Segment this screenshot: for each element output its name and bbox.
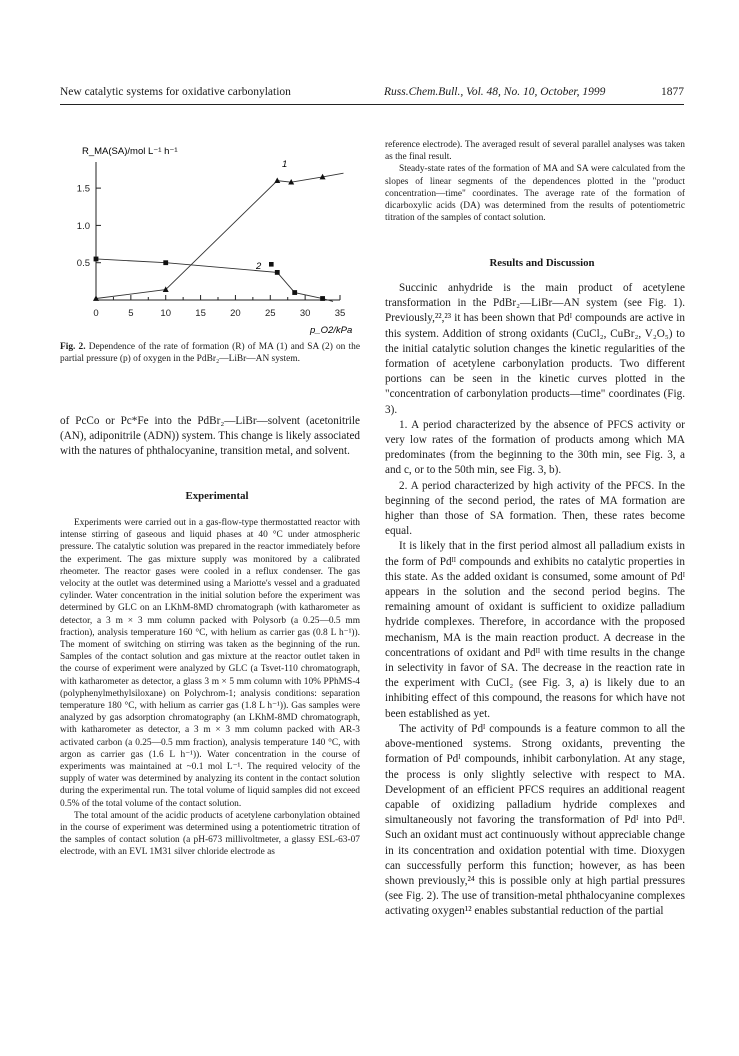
x-tick-label: 5 bbox=[128, 308, 134, 319]
x-axis-label: p_O2/kPa bbox=[310, 325, 353, 336]
x-tick-label: 35 bbox=[334, 308, 346, 319]
figure-2-caption bbox=[60, 341, 360, 365]
results-heading-wrap bbox=[385, 257, 685, 271]
x-tick-label: 10 bbox=[160, 308, 172, 319]
data-point-square bbox=[292, 290, 297, 295]
data-point-square bbox=[94, 257, 99, 262]
right-paragraph-1: Steady-state rates of the formation of MA and SA were calculated from the slopes of linear segments of the dependences plotted in the "product concentration—time" coordinates. The average rate of the formation of dicarboxylic acids (DA) was determined from the results of potentiometric titration of the samples of contact solution. bbox=[385, 164, 685, 224]
header-rule bbox=[60, 104, 684, 105]
page-number: 1877 bbox=[661, 86, 684, 98]
experimental-paragraph-2: The total amount of the acidic products of acetylene carbonylation obtained in the course of experiment was determined using a potentiometric titration of the samples of contact solution (a pH-673 millivoltmeter, a glassy ESL-63-07 electrode, with an EVL 1M31 silver chloride electrode as bbox=[60, 810, 360, 858]
curve-label-2: 2 bbox=[256, 261, 262, 272]
x-tick-label: 0 bbox=[93, 308, 99, 319]
left-intro bbox=[60, 414, 360, 460]
legend-square-marker bbox=[269, 262, 274, 267]
section-heading-results: Results and Discussion bbox=[489, 257, 595, 269]
y-tick-label: 1.5 bbox=[76, 183, 90, 195]
series-line-1 bbox=[96, 173, 343, 298]
x-tick-label: 20 bbox=[230, 308, 241, 319]
right-paragraph-0: reference electrode). The averaged result of several parallel analyses was taken as the final result. bbox=[385, 140, 685, 163]
chart-series bbox=[93, 173, 343, 301]
y-tick-label: 0.5 bbox=[76, 258, 90, 270]
results-paragraph-5: The activity of Pdᴵ compounds is a feature common to all the above-mentioned systems. Strong oxidants, preventing the formation of Pdᴵ compounds, inhibit carbonylation. At any stage, the process is only slightly selective with respect to MA. Development of an efficient PFCS requires an additional reagent capable of oxidizing palladium hydride complexes and simultaneously not favoring the transformation of Pdᴵ into Pdᴵᴵ. Such an oxidant must act continuously without appreciable change in its concentration and oxidation potential with time. Dioxygen can successfully perform this function; however, as has been shown previously,²⁴ this is possible only at high partial pressures (see Fig. 2). The use of transition-metal phthalocyanine complexes activating oxygen¹² enables substantial reduction of the partial bbox=[385, 722, 685, 918]
caption-label: Fig. 2. bbox=[60, 342, 86, 352]
right-top-text bbox=[385, 139, 685, 224]
running-header bbox=[60, 86, 684, 104]
curve-label-1: 1 bbox=[282, 159, 288, 170]
x-tick-label: 30 bbox=[299, 308, 311, 319]
x-tick-label: 25 bbox=[264, 308, 276, 319]
y-axis-label: R_MA(SA)/mol L⁻¹ h⁻¹ bbox=[82, 146, 178, 157]
experimental-text bbox=[60, 517, 360, 859]
results-paragraph-3: 2. A period characterized by high activity of the PFCS. In the beginning of the second period, the rates of MA formation are higher than those of SA formation. Then, these rates become equal. bbox=[385, 479, 685, 538]
x-tick-label: 15 bbox=[195, 308, 206, 319]
data-point-triangle bbox=[274, 177, 280, 183]
header-title: New catalytic systems for oxidative carbonylation bbox=[60, 86, 291, 98]
results-paragraph-4: It is likely that in the first period almost all palladium exists in the form of Pdᴵᴵ compounds and exhibits no catalytic properties in this state. As the added oxidant is consumed, some amount of Pdᴵ appears in the solution and the second period begins. The remaining amount of oxidant is sufficient to oxidize palladium hydride complexes. Therefore, in accordance with the proposed mechanism, MA is the main reaction product. A decrease in the concentrations of oxidant and Pdᴵᴵ with time results in the change in selectivity in favor of SA. The decrease in the reaction rate in the experiment with CuCl₂ (see Fig. 3, a) is likely due to an inhibiting effect of this compound, the reasons for which have not been established as yet. bbox=[385, 540, 685, 720]
data-point-square bbox=[163, 260, 168, 265]
left-intro-paragraph: of PcCo or Pc*Fe into the PdBr₂—LiBr—solvent (acetonitrile (AN), adiponitrile (ADN)) system. This change is likely associated with the natures of phthalocyanine, transition metal, and solvent. bbox=[60, 415, 360, 458]
series-line-2 bbox=[96, 259, 333, 302]
section-heading-experimental: Experimental bbox=[185, 490, 249, 502]
experimental-heading-wrap bbox=[60, 490, 360, 504]
results-text bbox=[385, 281, 685, 920]
results-paragraph-1: Succinic anhydride is the main product of acetylene transformation in the PdBr₂—LiBr—AN system (see Fig. 1). Previously,²²,²³ it has been shown that Pdᴵ compounds are active in this system. Addition of strong oxidants (CuCl₂, CuBr₂, V₂O₅) to the initial catalytic solution changes the kinetic regularities of the formation of acetylene carbonylation products. Two different portions can be seen in the kinetic curves plotted in the "concentration of carbonylation products—time" coordinates (Fig. 3). bbox=[385, 282, 685, 416]
caption-text: Dependence of the rate of formation (R) of MA (1) and SA (2) on the partial pressure (p) of oxygen in the PdBr₂—LiBr—AN system. bbox=[60, 342, 360, 365]
experimental-paragraph-1: Experiments were carried out in a gas-flow-type thermostatted reactor with intense stirring of gaseous and liquid phases at 40 °C under atmospheric pressure. The catalytic solution was prepared in the reactor immediately before the experiment. The gas mixture supply was monitored by a calibrated rheometer. The reactor gases were cooled in a reflux condenser. The gas velocity at the outlet was determined using a Mariotte's vessel and a graduated cylinder. Water concentration in the initial solution before the experiment was determined by GLC on an LKhM-8MD chromatograph (with katharometer as detector, a 3 m × 3 mm column packed with Polysorb (a 0.25—0.5 mm fraction), analysis temperature 160 °C, with helium as carrier gas (0.8 L h⁻¹)). The moment of switching on stirring was taken as the beginning of the run. Samples of the contact solution and gas mixture at the reactor outlet taken in the course of experiment were analyzed by GLC (a Tsvet-110 chromatograph, with katharometer as detector, a glass 3 m × 5 mm column with 10% PPhMS-4 (polyphenylmethylsiloxane) on Polychrom-1; analysis conditions: separation temperature 180 °C, with helium as carrier gas (1.8 L h⁻¹)). Gas samples were analyzed by gas adsorption chromatography (an LKhM-8MD chromatograph, with katharometer as detector, a 3 m × 3 mm column packed with AR-3 activated carbon (a 0.25—0.5 mm fraction), analysis temperature 140 °C, with argon as carrier gas (1.6 L h⁻¹)). Water concentration in the course of experiments was maintained at ~0.1 mol L⁻¹. The required velocity of the supply of water was determined by analyzing its content in the contact solution during the experimental run. The total volume of liquid samples did not exceed 0.5% of the total volume of the contact solution. bbox=[60, 518, 360, 809]
y-tick-label: 1.0 bbox=[76, 220, 90, 232]
header-journal: Russ.Chem.Bull., Vol. 48, No. 10, October, 1999 bbox=[384, 86, 606, 98]
results-paragraph-2: 1. A period characterized by the absence of PFCS activity or very low rates of the formation of products among which MA predominates (from the beginning to the 30th min, see Fig. 3, a and c, or to the 50th min, see Fig. 3, b). bbox=[385, 418, 685, 477]
figure-2-chart bbox=[60, 140, 360, 340]
data-point-square bbox=[275, 270, 280, 275]
data-point-square bbox=[320, 296, 325, 301]
